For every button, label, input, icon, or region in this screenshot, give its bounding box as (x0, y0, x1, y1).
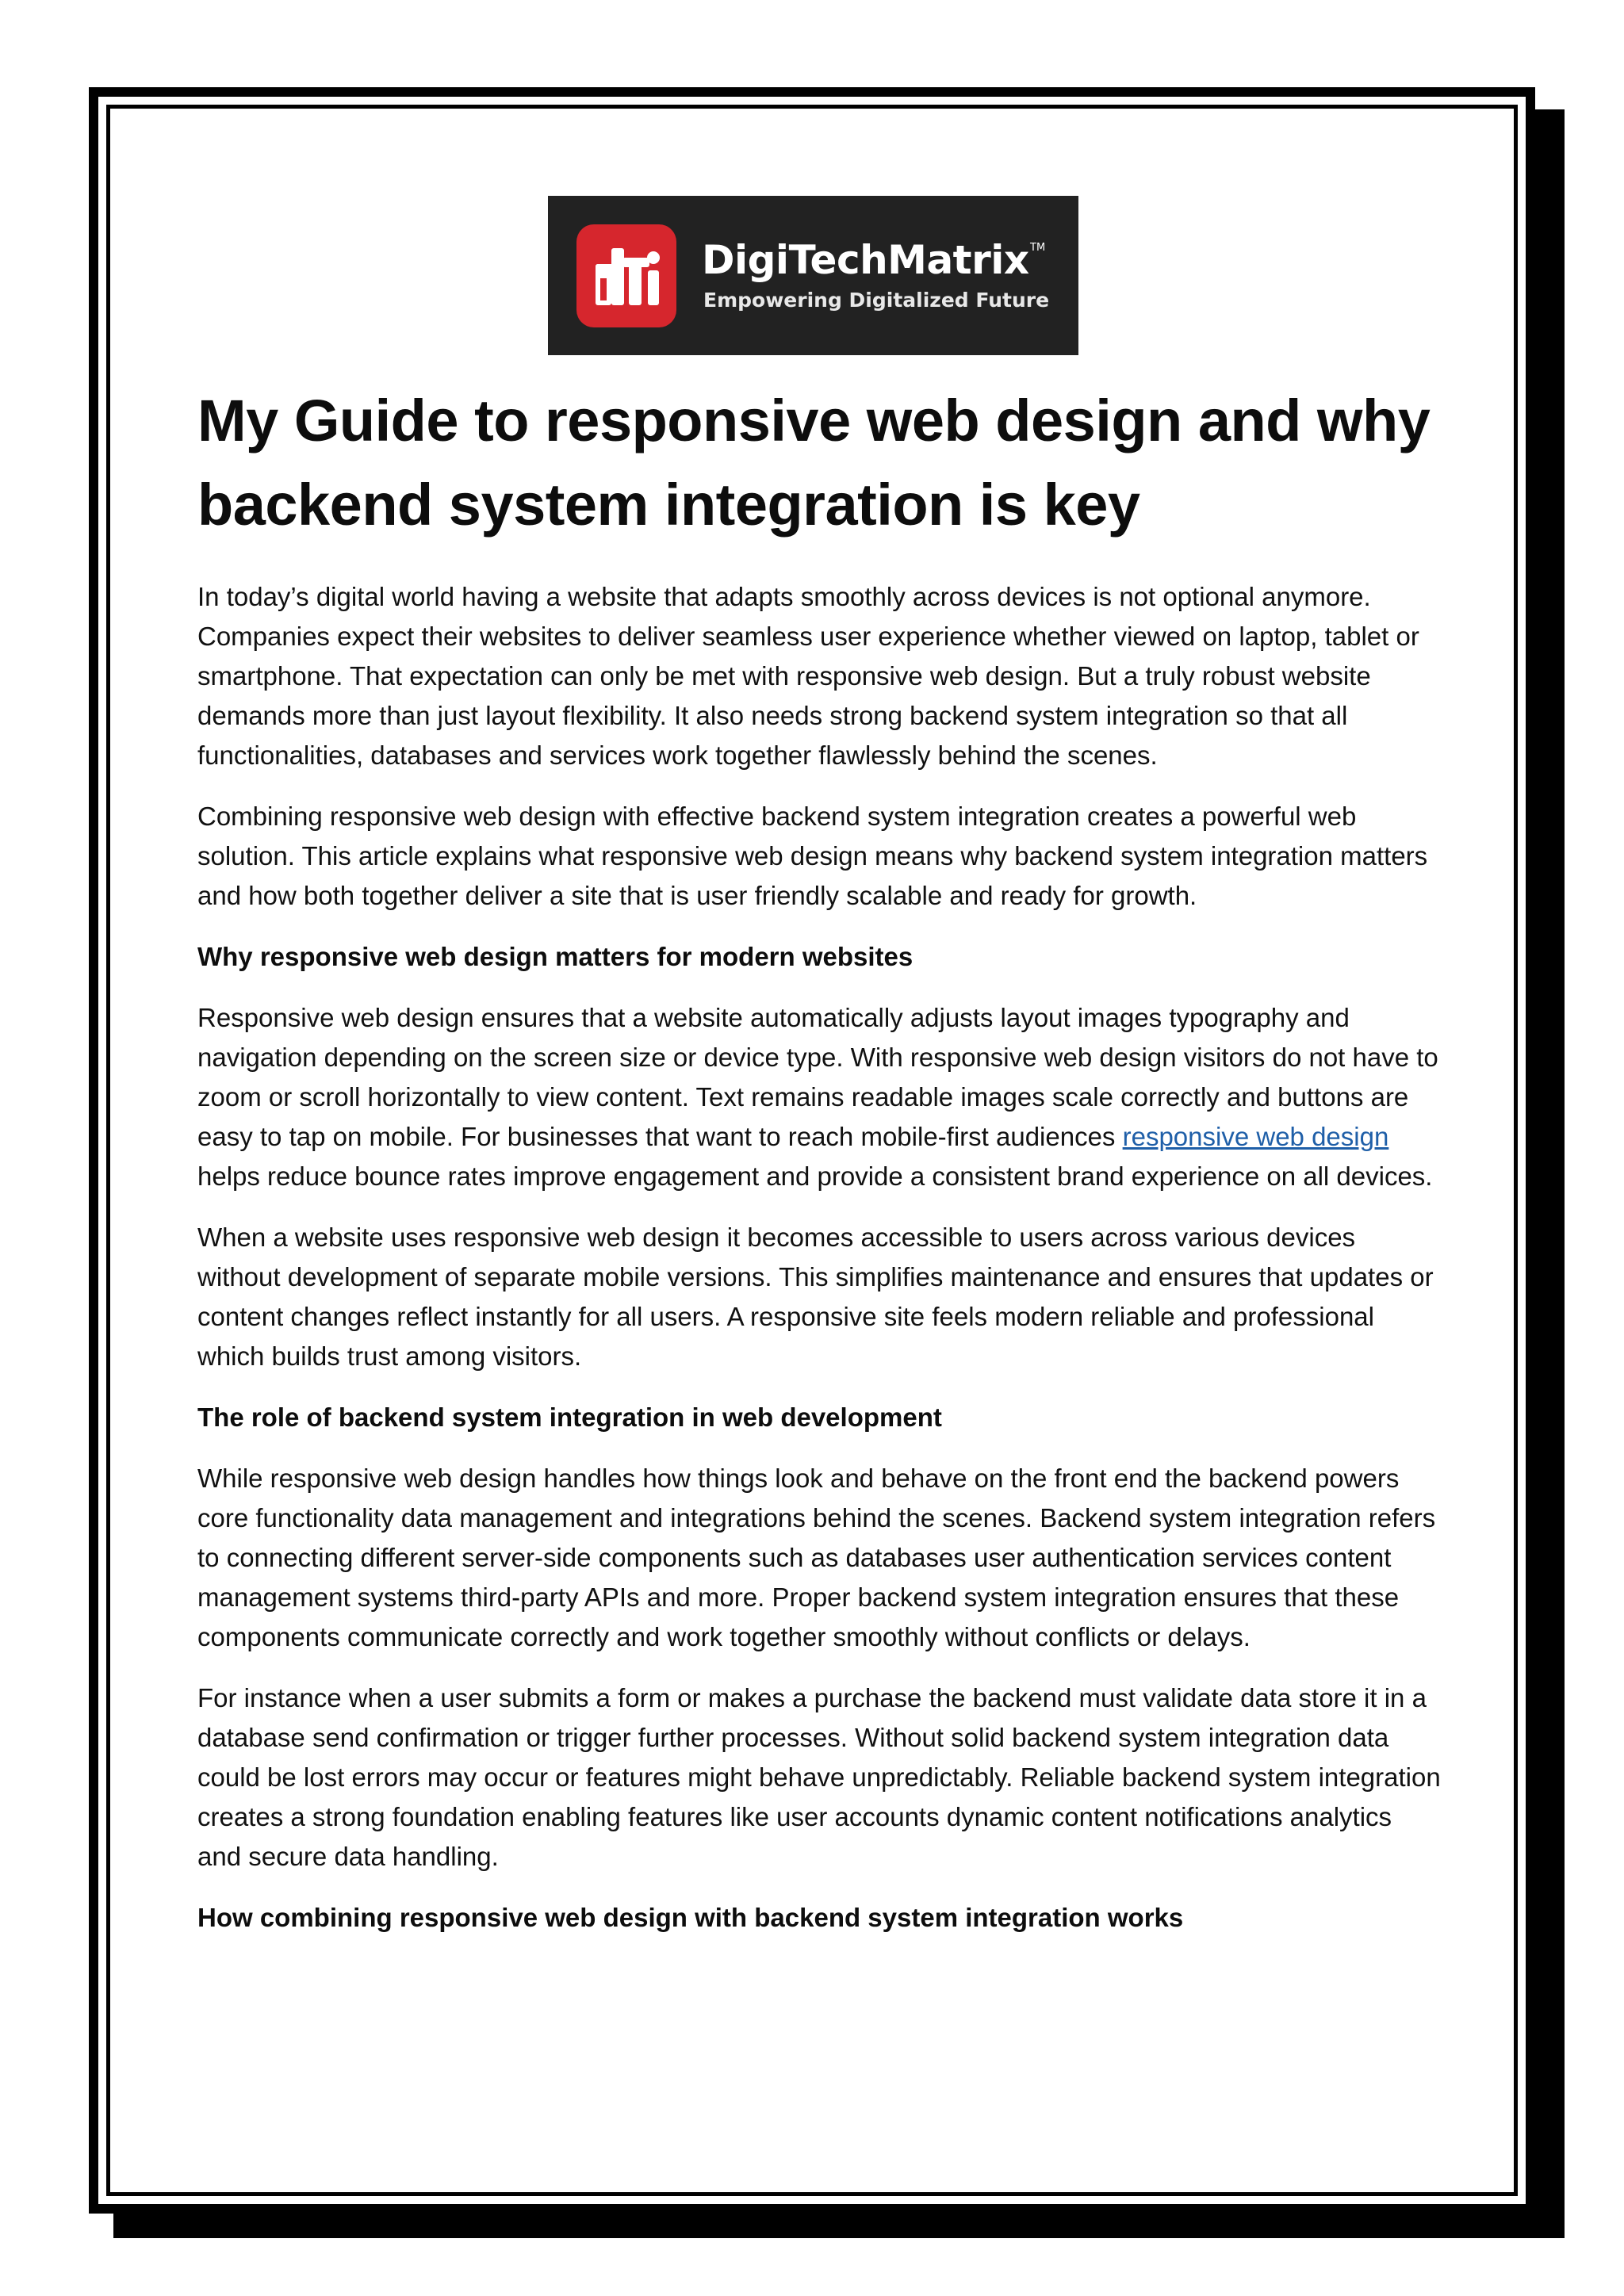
logo-mark-glyph (576, 224, 676, 327)
section-heading-backend-integration: The role of backend system integration in web development (197, 1402, 942, 1432)
logo-tagline: Empowering Digitalized Future (703, 289, 1050, 312)
brand-logo (548, 196, 1078, 355)
article-title: My Guide to responsive web design and why backend system integration is key (197, 388, 1431, 538)
section1-paragraph-1 (197, 998, 1442, 1196)
article-body (197, 379, 1442, 1959)
logo-trademark: TM (1030, 242, 1046, 254)
section1-p1-text-before-link: Responsive web design ensures that a website automatically adjusts layout images typography and navigation depending on the screen size or device type. With responsive web design visitors do not have to zoom or scroll horizontally to view content. Text remains readable images scale correctly and buttons are easy to tap on mobile. For businesses that want to reach mobile-first audiences (197, 1003, 1438, 1151)
logo-brand-name: DigiTechMatrix (702, 237, 1029, 283)
section-heading-responsive-design: Why responsive web design matters for modern websites (197, 942, 914, 971)
section-heading-combining: How combining responsive web design with backend system integration works (197, 1903, 1184, 1932)
logo-mark-icon (576, 224, 676, 327)
section1-paragraph-2: When a website uses responsive web design it becomes accessible to users across various devices without development of separate mobile versions. This simplifies maintenance and ensures that updates or content changes reflect instantly for all users. A responsive site feels modern reliable and professional which builds trust among visitors. (197, 1223, 1434, 1371)
section2-paragraph-2: For instance when a user submits a form or makes a purchase the backend must validate data store it in a database send confirmation or trigger further processes. Without solid backend system integration data could be lost errors may occur or features might behave unpredictably. Reliable backend system integration creates a strong foundation enabling features like user accounts dynamic content notifications analytics and secure data handling. (197, 1683, 1441, 1871)
section1-p1-text-after-link: helps reduce bounce rates improve engagement and provide a consistent brand experience on all devices. (197, 1161, 1433, 1191)
intro-paragraph-1: In today’s digital world having a website that adapts smoothly across devices is not optional anymore. Companies expect their websites to deliver seamless user experience whether viewed on laptop, tablet or smartphone. That expectation can only be met with responsive web design. But a truly robust website demands more than just layout flexibility. It also needs strong backend system integration so that all functionalities, databases and services work together flawlessly behind the scenes. (197, 582, 1419, 770)
intro-paragraph-2: Combining responsive web design with effective backend system integration creates a powerful web solution. This article explains what responsive web design means why backend system integration matters and how both together deliver a site that is user friendly scalable and ready for growth. (197, 802, 1428, 910)
responsive-web-design-link[interactable]: responsive web design (1122, 1122, 1389, 1151)
section2-paragraph-1: While responsive web design handles how things look and behave on the front end the backend powers core functionality data management and integrations behind the scenes. Backend system integration refers to connecting different server-side components such as databases user authentication services content management systems third-party APIs and more. Proper backend system integration ensures that these components communicate correctly and work together smoothly without conflicts or delays. (197, 1464, 1436, 1651)
